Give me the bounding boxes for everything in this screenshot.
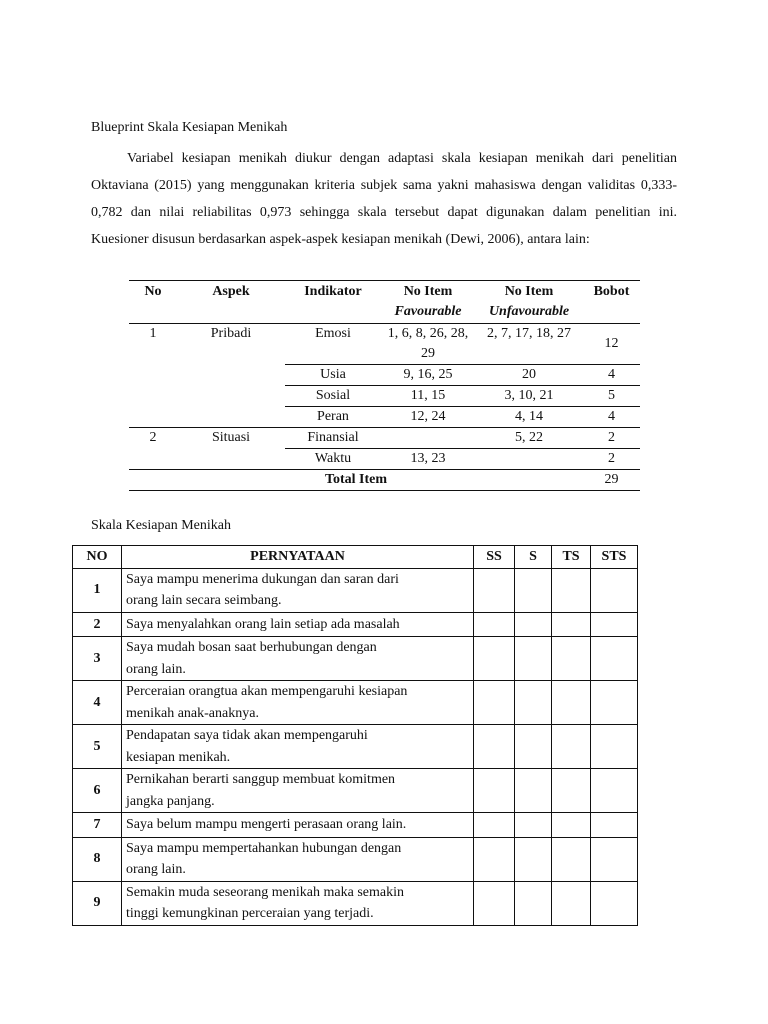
response-ss-cell[interactable] [474, 881, 515, 925]
scale-row [73, 837, 638, 881]
indikator-cell: Peran [285, 407, 381, 428]
col-unfavourable-header [475, 281, 583, 324]
scale-row [73, 681, 638, 725]
statement-cell [122, 881, 474, 925]
unfavourable-cell: 2, 7, 17, 18, 27 [475, 324, 583, 365]
scale-row [73, 637, 638, 681]
response-ss-cell[interactable] [474, 568, 515, 612]
response-s-cell[interactable] [515, 725, 552, 769]
item-number: 9 [73, 881, 122, 925]
blueprint-row [129, 324, 640, 365]
col-bobot-header: Bobot [583, 281, 640, 324]
statement-line1: Saya menyalahkan orang lain setiap ada masalah [126, 616, 400, 632]
response-s-cell[interactable] [515, 681, 552, 725]
statement-line1: Pernikahan berarti sanggup membuat komitmen [126, 772, 396, 787]
response-s-cell[interactable] [515, 612, 552, 637]
total-value: 29 [583, 470, 640, 491]
response-sts-cell[interactable] [591, 612, 638, 637]
scale-row [73, 568, 638, 612]
response-ts-cell[interactable] [552, 769, 591, 813]
response-ts-cell[interactable] [552, 813, 591, 838]
bobot-cell: 12 [583, 324, 640, 365]
scale-heading: Skala Kesiapan Menikah [91, 518, 231, 533]
statement-cell [122, 769, 474, 813]
statement-line2: tinggi kemungkinan perceraian yang terjadi. [126, 906, 374, 921]
col-no-header: NO [73, 546, 122, 569]
response-ts-cell[interactable] [552, 681, 591, 725]
indikator-cell: Emosi [285, 324, 381, 365]
fav-header-line1: No Item [403, 284, 453, 299]
col-aspek-header: Aspek [177, 281, 285, 324]
response-ts-cell[interactable] [552, 612, 591, 637]
response-sts-cell[interactable] [591, 725, 638, 769]
scale-row [73, 881, 638, 925]
statement-line2: orang lain. [126, 862, 186, 877]
response-ts-cell[interactable] [552, 725, 591, 769]
unfavourable-cell [475, 449, 583, 470]
response-s-cell[interactable] [515, 769, 552, 813]
bobot-cell: 2 [583, 428, 640, 449]
favourable-cell: 9, 16, 25 [381, 365, 475, 386]
response-s-cell[interactable] [515, 837, 552, 881]
total-row [129, 470, 640, 491]
group-aspek: Pribadi [177, 324, 285, 428]
response-s-cell[interactable] [515, 813, 552, 838]
unfavourable-cell: 5, 22 [475, 428, 583, 449]
response-s-cell[interactable] [515, 568, 552, 612]
statement-line1: Semakin muda seseorang menikah maka semakin [126, 884, 404, 900]
response-ss-cell[interactable] [474, 837, 515, 881]
response-ts-cell[interactable] [552, 837, 591, 881]
col-ss-header: SS [474, 546, 515, 569]
group-aspek: Situasi [211, 430, 251, 445]
col-statement-header: PERNYATAAN [122, 546, 474, 569]
col-no-header: No [129, 281, 177, 324]
item-number: 1 [73, 568, 122, 612]
statement-cell [122, 725, 474, 769]
favourable-cell: 11, 15 [381, 386, 475, 407]
response-sts-cell[interactable] [591, 568, 638, 612]
fav-header-line2: Favourable [394, 304, 462, 319]
statement-line2: jangka panjang. [126, 793, 215, 809]
bobot-cell: 2 [608, 451, 615, 466]
scale-row [73, 769, 638, 813]
total-label: Total Item [129, 470, 583, 491]
response-ts-cell[interactable] [552, 568, 591, 612]
scale-header-row [73, 546, 638, 569]
statement-line1: Saya mudah bosan saat berhubungan dengan [126, 640, 377, 655]
item-number: 2 [73, 612, 122, 637]
item-number: 5 [73, 725, 122, 769]
favourable-cell: 1, 6, 8, 26, 28, 29 [381, 324, 475, 365]
statement-line1: Saya mampu menerima dukungan dan saran dari [126, 571, 399, 587]
response-ss-cell[interactable] [474, 637, 515, 681]
indikator-cell: Waktu [314, 451, 352, 466]
scale-body [73, 568, 638, 925]
col-sts-header: STS [591, 546, 638, 569]
indikator-cell: Usia [285, 365, 381, 386]
response-sts-cell[interactable] [591, 813, 638, 838]
favourable-cell: 13, 23 [410, 451, 446, 466]
bobot-cell: 4 [583, 407, 640, 428]
response-sts-cell[interactable] [591, 769, 638, 813]
response-s-cell[interactable] [515, 637, 552, 681]
bobot-cell: 5 [583, 386, 640, 407]
statement-line1: Saya mampu mempertahankan hubungan dengan [126, 840, 402, 856]
statement-cell [122, 568, 474, 612]
statement-cell [122, 612, 474, 637]
intro-paragraph [91, 145, 677, 253]
unfavourable-cell: 4, 14 [475, 407, 583, 428]
favourable-cell [381, 428, 475, 449]
response-sts-cell[interactable] [591, 681, 638, 725]
indikator-cell: Finansial [285, 428, 381, 449]
response-s-cell[interactable] [515, 881, 552, 925]
item-number: 8 [73, 837, 122, 881]
statement-cell [122, 813, 474, 838]
scale-row [73, 813, 638, 838]
response-ts-cell[interactable] [552, 637, 591, 681]
unf-header-line1: No Item [504, 284, 554, 299]
statement-line2: menikah anak-anaknya. [126, 705, 259, 721]
group-no: 2 [149, 430, 157, 445]
response-ss-cell[interactable] [474, 769, 515, 813]
unf-header-line2: Unfavourable [488, 304, 570, 319]
unfavourable-cell: 20 [475, 365, 583, 386]
bobot-cell: 4 [583, 365, 640, 386]
scale-table [72, 545, 638, 926]
indikator-cell: Sosial [285, 386, 381, 407]
col-ts-header: TS [552, 546, 591, 569]
response-ts-cell[interactable] [552, 881, 591, 925]
item-number: 4 [73, 681, 122, 725]
response-sts-cell[interactable] [591, 837, 638, 881]
response-ss-cell[interactable] [474, 612, 515, 637]
statement-line1: Pendapatan saya tidak akan mempengaruhi [126, 728, 368, 743]
statement-line1: Saya belum mampu mengerti perasaan orang lain. [126, 817, 407, 832]
favourable-cell: 12, 24 [381, 407, 475, 428]
col-s-header: S [515, 546, 552, 569]
blueprint-heading: Blueprint Skala Kesiapan Menikah [91, 120, 288, 135]
group-no: 1 [129, 324, 177, 428]
response-ss-cell[interactable] [474, 813, 515, 838]
statement-line1: Perceraian orangtua akan mempengaruhi kesiapan [126, 684, 408, 699]
unfavourable-cell: 3, 10, 21 [475, 386, 583, 407]
statement-line2: kesiapan menikah. [126, 749, 231, 765]
blueprint-table [129, 280, 640, 491]
item-number: 7 [73, 813, 122, 838]
intro-paragraph-text: Variabel kesiapan menikah diukur dengan adaptasi skala kesiapan menikah dari penelitian Oktaviana (2015) yang menggunakan kriteria subjek sama yakni mahasiswa dengan validitas 0,333-0,782 dan nilai reliabilitas 0,973 sehingga skala tersebut dapat digunakan dalam penelitian ini. Kuesioner disusun berdasarkan aspek-aspek kesiapan menikah (Dewi, 2006), antara lain: [91, 151, 677, 247]
item-number: 3 [73, 637, 122, 681]
col-favourable-header [381, 281, 475, 324]
response-sts-cell[interactable] [591, 637, 638, 681]
response-ss-cell[interactable] [474, 681, 515, 725]
response-ss-cell[interactable] [474, 725, 515, 769]
statement-line2: orang lain secara seimbang. [126, 593, 282, 608]
statement-cell [122, 637, 474, 681]
blueprint-header-row [129, 281, 640, 324]
response-sts-cell[interactable] [591, 881, 638, 925]
statement-cell [122, 837, 474, 881]
blueprint-row [129, 428, 640, 449]
item-number: 6 [73, 769, 122, 813]
scale-row [73, 612, 638, 637]
scale-row [73, 725, 638, 769]
statement-cell [122, 681, 474, 725]
statement-line2: orang lain. [126, 661, 186, 677]
col-indikator-header: Indikator [285, 281, 381, 324]
